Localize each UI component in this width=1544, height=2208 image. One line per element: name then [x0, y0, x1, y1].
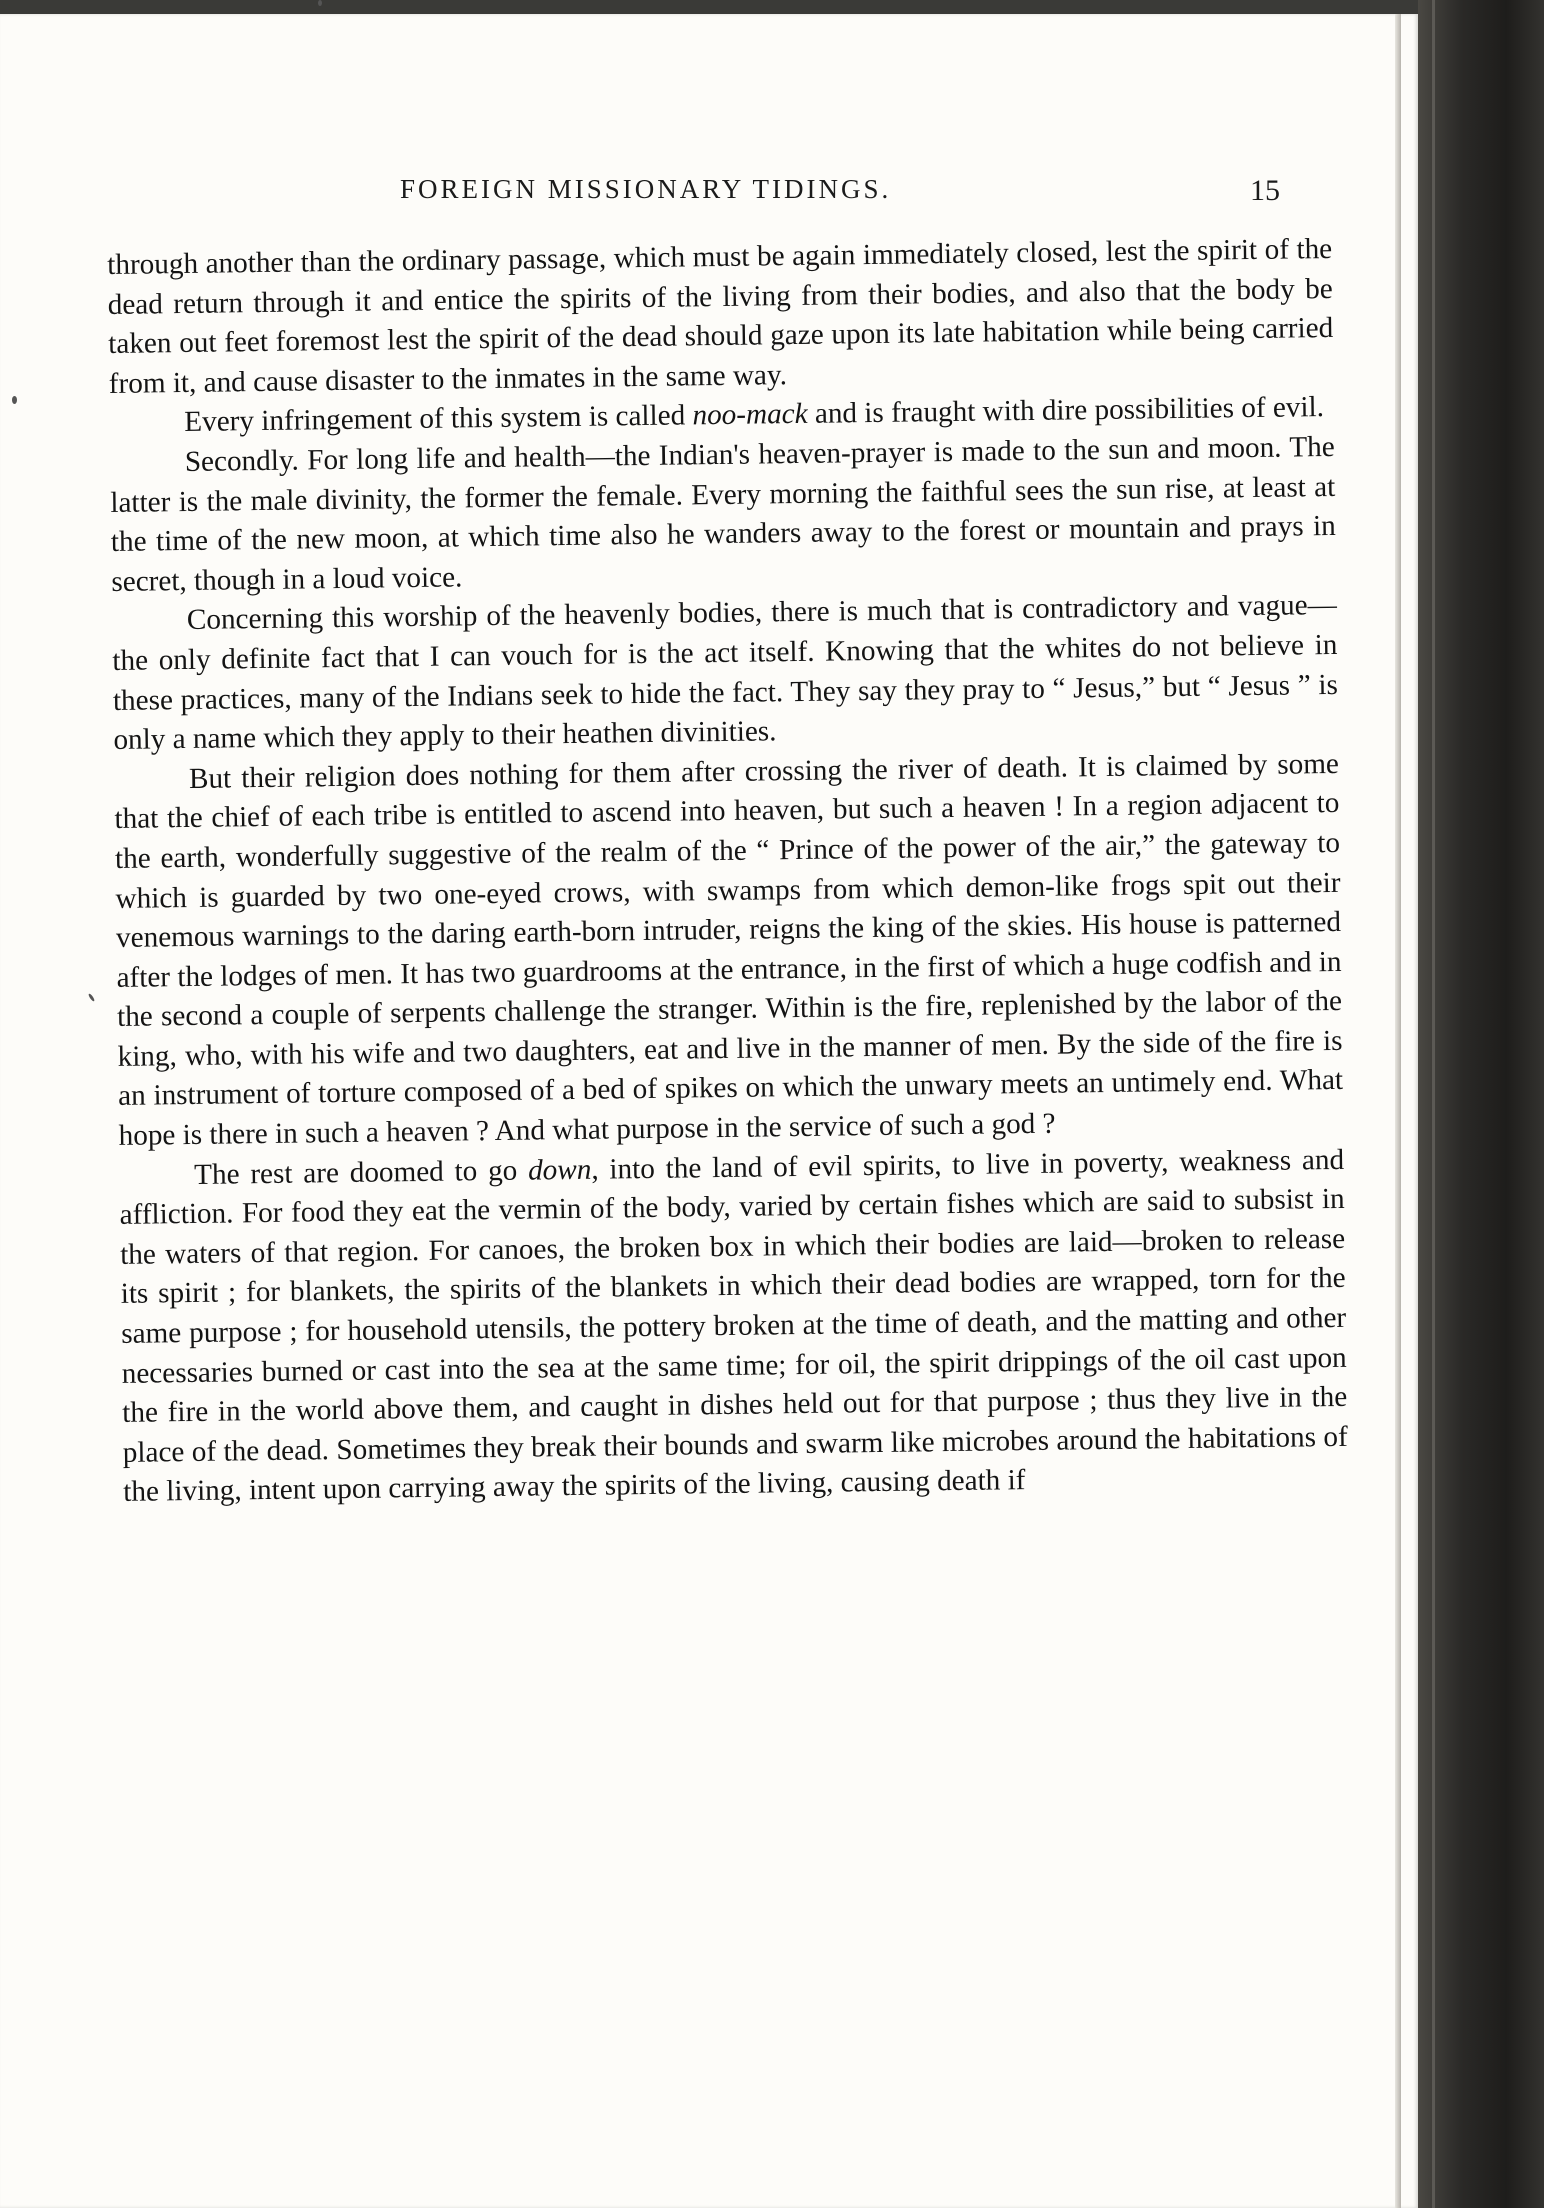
- paragraph-4: Concerning this worship of the heavenly bodies, there is much that is contradictory and vague—the only definite fact that I can vouch for is the act itself. Knowing that the whites do not believe in these practices, many of the Indians seek to hide the fact. They say they pray to “ Jesus,” but “ Jesus ” is only a name which they apply to their heathen divinities.: [112, 589, 1339, 757]
- body-text: [107, 230, 1348, 1513]
- book-binding: [1418, 0, 1544, 2208]
- page-number: 15: [1250, 174, 1280, 207]
- page-header: [0, 174, 1418, 214]
- paragraph-2-text-end: and is fraught with dire possibilities of evil.: [807, 391, 1325, 431]
- paragraph-6: [119, 1141, 1349, 1513]
- paragraph-3: Secondly. For long life and health—the Indian's heaven-prayer is made to the sun and moon. The latter is the male divinity, the former the female. Every morning the faithful sees the sun rise, at least at the time of the new moon, at which time also he wanders away to the forest or mountain and prays in secret, though in a loud voice.: [110, 430, 1336, 598]
- italic-term-noo-mack: noo-mack: [692, 398, 808, 432]
- binding-edge: [1432, 0, 1435, 2208]
- scan-speck: [318, 0, 322, 6]
- paragraph-1: through another than the ordinary passage, which must be again immediately closed, lest the spirit of the dead return through it and entice the spirits of the living from their bodies, and also that the body be taken out feet foremost lest the spirit of the dead should gaze upon its late habitation while being carried from it, and cause disaster to the inmates in the same way.: [107, 232, 1334, 400]
- running-head: FOREIGN MISSIONARY TIDINGS.: [400, 174, 892, 204]
- italic-term-down: down: [527, 1153, 592, 1187]
- book-page: [0, 14, 1418, 2208]
- scan-speck: [12, 396, 17, 404]
- paragraph-6-text-end: , into the land of evil spirits, to live in poverty, weakness and affliction. For food they eat the vermin of the body, varied by certain fishes which are said to subsist in the waters of that region. For canoes, the broken box in which their bodies are laid—broken to release its spirit ; for blankets, the spirits of the blankets in which their dead bodies are wrapped, torn for the same purpose ; for household utensils, the pottery broken at the time of death, and the matting and other necessaries burned or cast into the sea at the same time; for oil, the spirit drippings of the oil cast upon the fire in the world above them, and caught in dishes held out for that purpose ; thus they live in the place of the dead. Sometimes they break their bounds and swarm like microbes around the habitations of the living, intent upon carrying away the spirits of the living, causing death if: [119, 1143, 1348, 1509]
- paragraph-6-text-start: The rest are doomed to go: [193, 1154, 529, 1191]
- paragraph-5: But their religion does nothing for them after crossing the river of death. It is claimed by some that the chief of each tribe is entitled to ascend into heaven, but such a heaven ! In a region adjacent to the earth, wonderfully suggestive of the realm of the “ Prince of the power of the air,” the gateway to which is guarded by two one-eyed crows, with swamps from which demon-like frogs spit out their venemous warnings to the daring earth-born intruder, reigns the king of the skies. His house is patterned after the lodges of men. It has two guardrooms at the entrance, in the first of which a huge codfish and in the second a couple of serpents challenge the stranger. Within is the fire, replenished by the labor of the king, who, with his wife and two daughters, eat and live in the manner of men. By the side of the fire is an instrument of torture composed of a bed of spikes on which the unwary meets an untimely end. What hope is there in such a heaven ? And what purpose in the service of such a god ?: [114, 747, 1344, 1152]
- page-edge-shadow: [1395, 14, 1401, 2208]
- paragraph-2-text-start: Every infringement of this system is called: [184, 399, 693, 439]
